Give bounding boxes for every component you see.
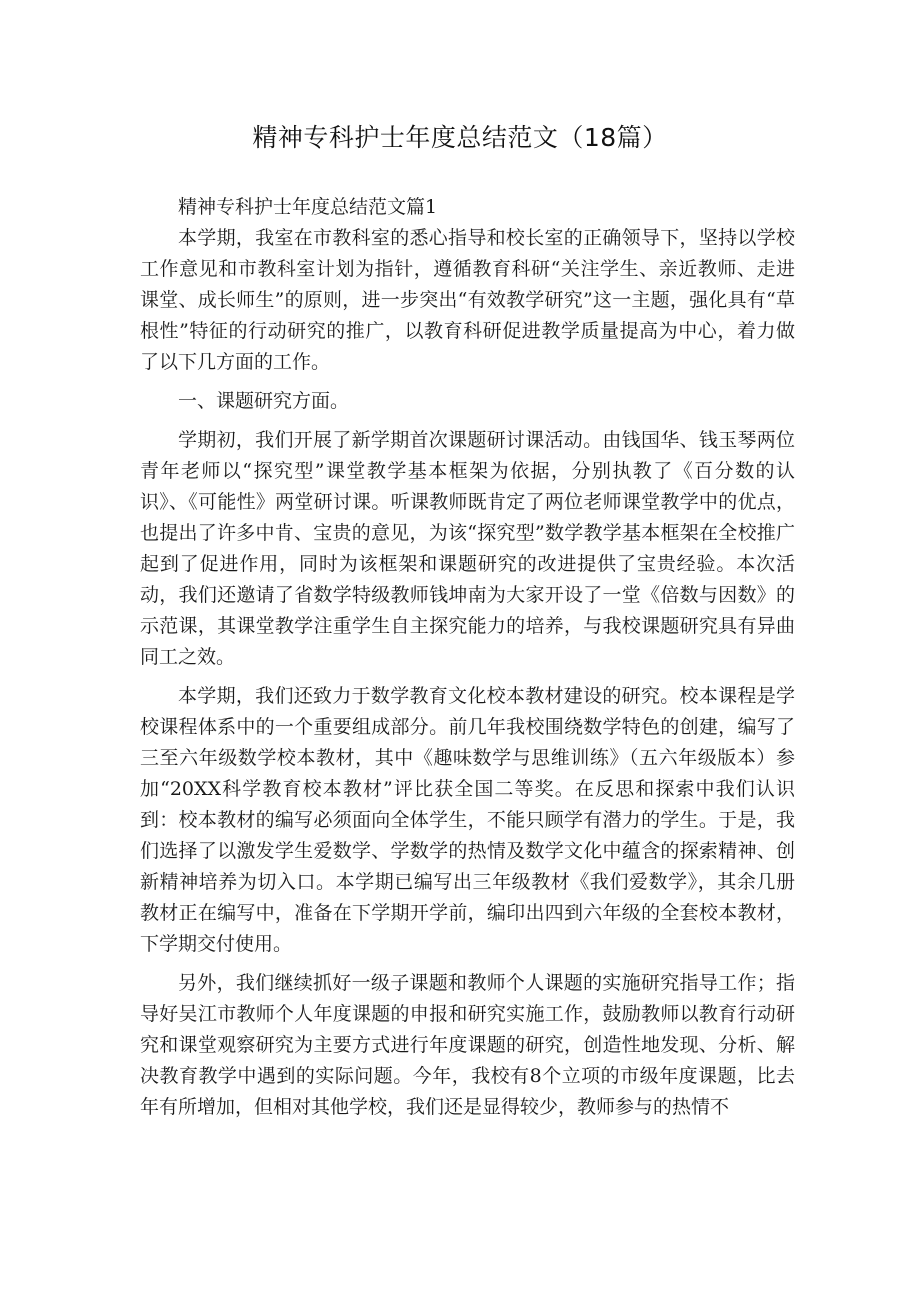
paragraph-research-activity: 学期初，我们开展了新学期首次课题研讨课活动。由钱国华、钱玉琴两位青年老师以“探究型”课堂教学基本框架为依据，分别执教了《百分数的认识》、《可能性》两堂研讨课。听课教师既肯定了两位老师课堂教学中的优点，也提出了许多中肯、宝贵的意见，为该“探究型”数学教学基本框架在全校推广起到了促进作用，同时为该框架和课题研究的改进提供了宝贵经验。本次活动，我们还邀请了省数学特级教师钱坤南为大家开设了一堂《倍数与因数》的示范课，其课堂教学注重学生自主探究能力的培养，与我校课题研究具有异曲同工之效。 — [140, 429, 795, 668]
document-title: 精神专科护士年度总结范文（18篇） — [252, 123, 668, 152]
paragraph-school-textbook: 本学期，我们还致力于数学教育文化校本教材建设的研究。校本课程是学校课程体系中的一个重要组成部分。前几年我校围绕数学特色的创建，编写了三至六年级数学校本教材，其中《趣味数学与思维训练》（五六年级版本）参加“20XX科学教育校本教材”评比获全国二等奖。在反思和探索中我们认识到：校本教材的编写必须面向全体学生，不能只顾学有潜力的学生。于是，我们选择了以激发学生爱数学、学数学的热情及数学文化中蕴含的探索精神、创新精神培养为切入口。本学期已编写出三年级教材《我们爱数学》，其余几册教材正在编写中，准备在下学期开学前，编印出四到六年级的全套校本教材，下学期交付使用。 — [140, 685, 795, 955]
paragraph-individual-projects: 另外，我们继续抓好一级子课题和教师个人课题的实施研究指导工作；指导好吴江市教师个人年度课题的申报和研究实施工作，鼓励教师以教育行动研究和课堂观察研究为主要方式进行年度课题的研究，创造性地发现、分析、解决教育教学中遇到的实际问题。今年，我校有8个立项的市级年度课题，比去年有所增加，但相对其他学校，我们还是显得较少，教师参与的热情不 — [140, 972, 795, 1118]
section-heading: 一、课题研究方面。 — [178, 390, 350, 412]
document-body — [140, 192, 795, 1123]
paragraph-intro: 本学期，我室在市教科室的悉心指导和校长室的正确领导下，坚持以学校工作意见和市教科室计划为指针，遵循教育科研“关注学生、亲近教师、走进课堂、成长师生”的原则，进一步突出“有效教学研究”这一主题，强化具有“草根性”特征的行动研究的推广，以教育科研促进教学质量提高为中心，着力做了以下几方面的工作。 — [140, 227, 795, 373]
section-subtitle: 精神专科护士年度总结范文篇1 — [178, 196, 438, 218]
